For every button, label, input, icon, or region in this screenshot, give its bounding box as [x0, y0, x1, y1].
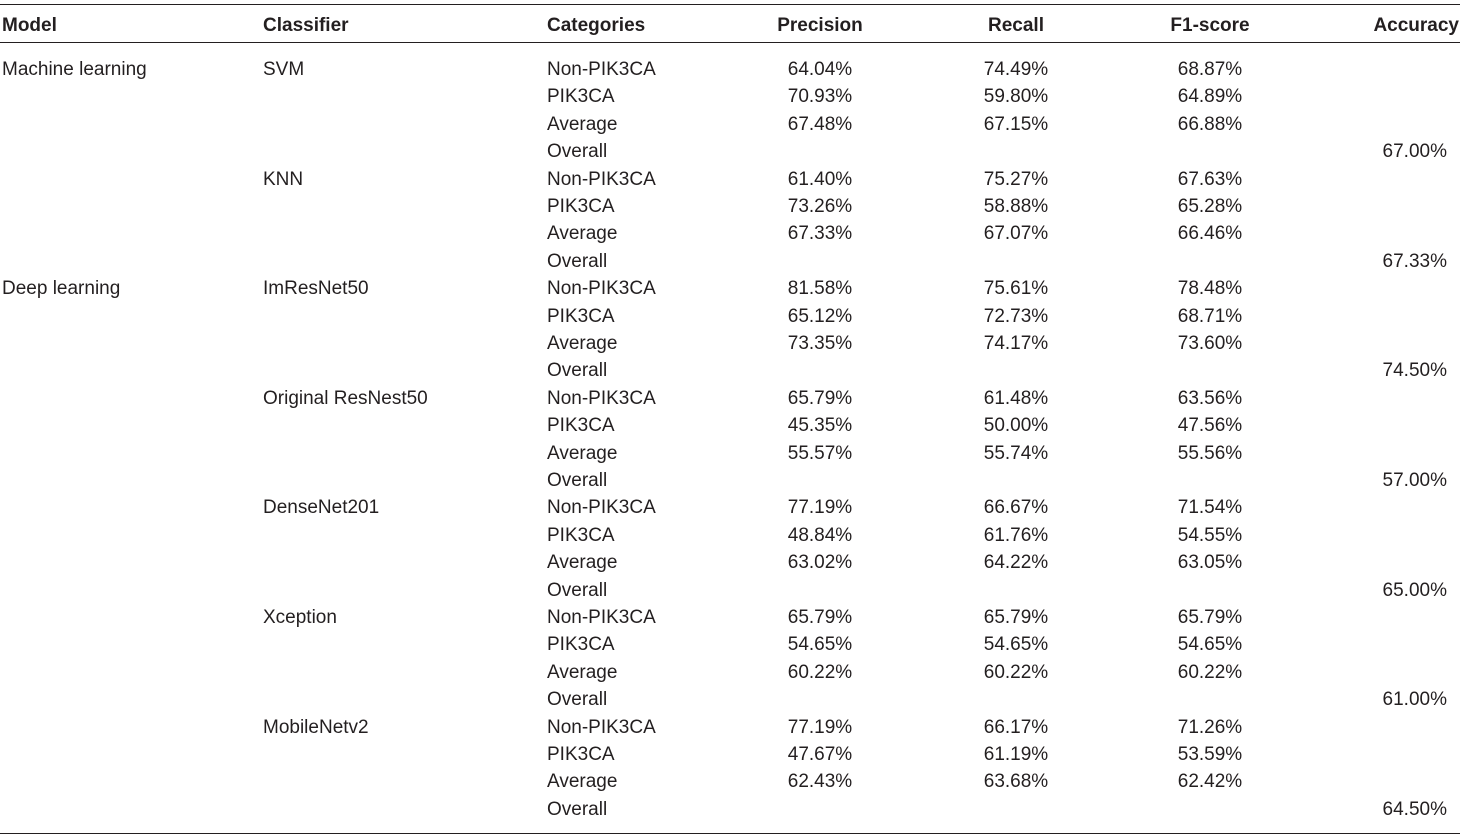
cell-f1-score: 55.56%	[1177, 442, 1243, 464]
cell-f1-score: 62.42%	[1177, 771, 1243, 793]
cell-category: PIK3CA	[547, 524, 615, 546]
cell-accuracy: 65.00%	[1382, 579, 1447, 601]
cell-precision: 47.67%	[787, 744, 853, 765]
cell-precision: 45.35%	[787, 415, 853, 437]
table-row	[0, 796, 1460, 823]
table-row	[0, 385, 1460, 412]
cell-precision: 73.35%	[787, 333, 853, 354]
cell-category: Average	[547, 661, 618, 683]
table-row	[0, 714, 1460, 741]
cell-model: Machine learning	[2, 59, 147, 80]
table-row	[0, 303, 1460, 330]
cell-category: Average	[547, 442, 618, 464]
table-row	[0, 357, 1460, 384]
cell-accuracy: 61.00%	[1382, 689, 1447, 711]
cell-recall: 61.76%	[983, 524, 1049, 546]
table-row	[0, 768, 1460, 795]
cell-category: Average	[547, 771, 618, 793]
cell-precision: 55.57%	[787, 442, 853, 464]
table-row	[0, 220, 1460, 247]
cell-f1-score: 64.89%	[1177, 86, 1243, 108]
cell-precision: 81.58%	[787, 278, 853, 300]
cell-precision: 65.79%	[787, 387, 853, 409]
cell-category: Overall	[547, 689, 608, 711]
cell-precision: 62.43%	[787, 771, 853, 793]
cell-precision: 77.19%	[787, 716, 853, 738]
cell-f1-score: 54.55%	[1177, 524, 1243, 546]
cell-f1-score: 67.63%	[1177, 168, 1243, 190]
cell-f1-score: 63.05%	[1177, 552, 1243, 574]
cell-category: Overall	[547, 141, 608, 163]
cell-accuracy: 67.33%	[1382, 250, 1447, 272]
cell-classifier: DenseNet201	[263, 497, 380, 519]
cell-category: Overall	[547, 360, 608, 382]
table-row	[0, 686, 1460, 713]
cell-recall: 50.00%	[983, 415, 1049, 437]
header-f1-score: F1-score	[1170, 15, 1250, 36]
cell-recall: 67.07%	[983, 223, 1049, 245]
cell-category: Non-PIK3CA	[547, 497, 656, 519]
cell-f1-score: 73.60%	[1177, 333, 1243, 354]
cell-recall: 66.17%	[983, 716, 1049, 738]
cell-precision: 48.84%	[787, 524, 853, 546]
cell-f1-score: 63.56%	[1177, 387, 1243, 409]
header-recall: Recall	[988, 15, 1044, 36]
table-row	[0, 522, 1460, 549]
cell-classifier: MobileNetv2	[263, 716, 369, 738]
cell-recall: 55.74%	[983, 442, 1049, 464]
cell-recall: 59.80%	[983, 86, 1049, 108]
cell-recall: 75.27%	[983, 168, 1049, 190]
cell-f1-score: 68.87%	[1177, 59, 1243, 80]
cell-precision: 70.93%	[787, 86, 853, 108]
cell-category: Average	[547, 333, 618, 354]
table-row	[0, 248, 1460, 275]
cell-recall: 67.15%	[983, 113, 1049, 135]
table-row	[0, 577, 1460, 604]
cell-category: Average	[547, 552, 618, 574]
cell-category: PIK3CA	[547, 196, 615, 217]
cell-f1-score: 60.22%	[1177, 661, 1243, 683]
cell-classifier: ImResNet50	[263, 278, 369, 300]
cell-f1-score: 78.48%	[1177, 278, 1243, 300]
table-row	[0, 166, 1460, 193]
cell-f1-score: 65.28%	[1177, 196, 1243, 217]
cell-recall: 64.22%	[983, 552, 1049, 574]
cell-classifier: Original ResNest50	[263, 387, 428, 409]
cell-precision: 64.04%	[787, 59, 853, 80]
cell-category: Overall	[547, 250, 608, 272]
table-row	[0, 193, 1460, 220]
cell-category: Non-PIK3CA	[547, 59, 656, 80]
cell-recall: 66.67%	[983, 497, 1049, 519]
table-row	[0, 83, 1460, 110]
cell-category: Non-PIK3CA	[547, 387, 656, 409]
cell-accuracy: 67.00%	[1382, 141, 1447, 163]
cell-recall: 58.88%	[983, 196, 1049, 217]
cell-category: PIK3CA	[547, 415, 615, 437]
table-row	[0, 467, 1460, 494]
header-categories: Categories	[547, 15, 646, 36]
cell-f1-score: 54.65%	[1177, 634, 1243, 656]
cell-category: Average	[547, 223, 618, 245]
table-row	[0, 631, 1460, 658]
table-header-row	[0, 12, 1460, 39]
cell-category: PIK3CA	[547, 744, 615, 765]
cell-f1-score: 47.56%	[1177, 415, 1243, 437]
cell-recall: 63.68%	[983, 771, 1049, 793]
cell-category: Non-PIK3CA	[547, 716, 656, 738]
cell-precision: 63.02%	[787, 552, 853, 574]
table-row	[0, 741, 1460, 768]
table-top-rule	[0, 4, 1460, 5]
cell-f1-score: 65.79%	[1177, 607, 1243, 628]
cell-recall: 72.73%	[983, 305, 1049, 327]
cell-category: PIK3CA	[547, 86, 615, 108]
cell-category: Average	[547, 113, 618, 135]
table-row	[0, 330, 1460, 357]
cell-recall: 65.79%	[983, 607, 1049, 628]
cell-precision: 65.79%	[787, 607, 853, 628]
table-row	[0, 494, 1460, 521]
cell-accuracy: 57.00%	[1382, 470, 1447, 491]
cell-f1-score: 66.46%	[1177, 223, 1243, 245]
cell-recall: 74.49%	[983, 59, 1049, 80]
cell-precision: 67.48%	[787, 113, 853, 135]
cell-f1-score: 53.59%	[1177, 744, 1243, 765]
cell-category: Non-PIK3CA	[547, 168, 656, 190]
header-accuracy: Accuracy	[1373, 15, 1459, 36]
header-model: Model	[2, 15, 57, 36]
cell-f1-score: 71.26%	[1177, 716, 1243, 738]
table-row	[0, 111, 1460, 138]
cell-category: PIK3CA	[547, 634, 615, 656]
cell-precision: 60.22%	[787, 661, 853, 683]
table-row	[0, 440, 1460, 467]
cell-model: Deep learning	[2, 278, 121, 300]
cell-accuracy: 64.50%	[1382, 798, 1447, 820]
cell-recall: 75.61%	[983, 278, 1049, 300]
table-bottom-rule	[0, 833, 1460, 834]
table-row	[0, 659, 1460, 686]
table-row	[0, 275, 1460, 302]
table-row	[0, 549, 1460, 576]
cell-f1-score: 68.71%	[1177, 305, 1243, 327]
cell-f1-score: 66.88%	[1177, 113, 1243, 135]
cell-category: Overall	[547, 470, 608, 491]
cell-classifier: KNN	[263, 168, 304, 190]
cell-f1-score: 71.54%	[1177, 497, 1243, 519]
cell-classifier: Xception	[263, 607, 337, 628]
cell-precision: 54.65%	[787, 634, 853, 656]
table-row	[0, 138, 1460, 165]
cell-category: PIK3CA	[547, 305, 615, 327]
table-header-rule	[0, 42, 1460, 43]
header-classifier: Classifier	[263, 15, 349, 36]
cell-category: Overall	[547, 579, 608, 601]
cell-recall: 61.19%	[983, 744, 1049, 765]
cell-category: Non-PIK3CA	[547, 607, 656, 628]
cell-category: Non-PIK3CA	[547, 278, 656, 300]
cell-classifier: SVM	[263, 59, 305, 80]
header-precision: Precision	[777, 15, 863, 36]
cell-precision: 61.40%	[787, 168, 853, 190]
cell-category: Overall	[547, 798, 608, 820]
cell-accuracy: 74.50%	[1382, 360, 1447, 382]
cell-precision: 77.19%	[787, 497, 853, 519]
table-row	[0, 56, 1460, 83]
cell-precision: 65.12%	[787, 305, 853, 327]
cell-recall: 60.22%	[983, 661, 1049, 683]
cell-precision: 73.26%	[787, 196, 853, 217]
cell-recall: 54.65%	[983, 634, 1049, 656]
cell-recall: 74.17%	[983, 333, 1049, 354]
cell-precision: 67.33%	[787, 223, 853, 245]
cell-recall: 61.48%	[983, 387, 1049, 409]
table-row	[0, 412, 1460, 439]
table-row	[0, 604, 1460, 631]
